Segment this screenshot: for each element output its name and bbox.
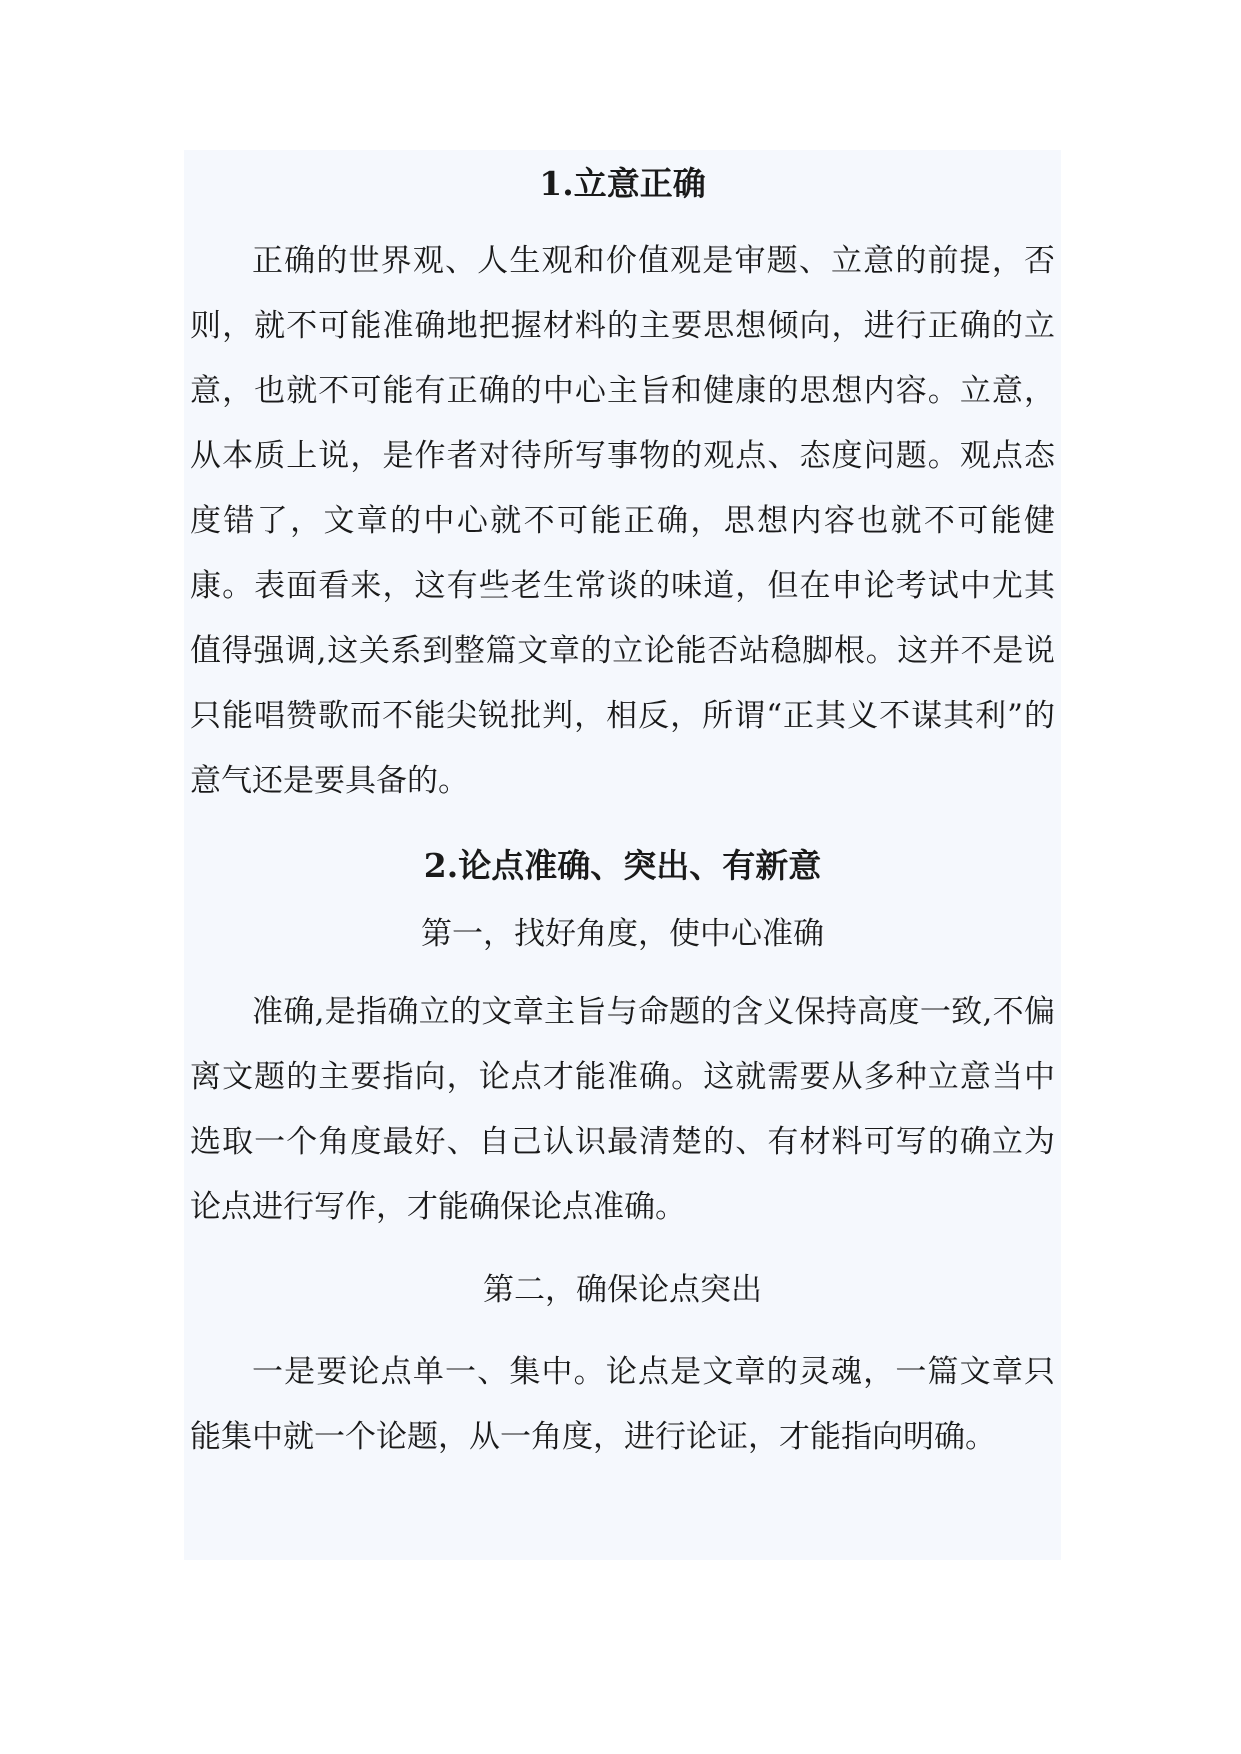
section-2-heading: 2.论点准确、突出、有新意 — [423, 846, 822, 885]
section-1-heading: 1.立意正确 — [539, 164, 706, 203]
section-2-subheading-1: 第一，找好角度，使中心准确 — [421, 916, 824, 952]
section-2-paragraph-1: 准确,是指确立的文章主旨与命题的含义保持高度一致,不偏离文题的主要指向，论点才能准确。这就需要从多种立意当中选取一个角度最好、自己认识最清楚的、有材料可写的确立为论点进行写作，才能确保论点准确。 — [190, 994, 1055, 1225]
section-2-paragraph-2: 一是要论点单一、集中。论点是文章的灵魂，一篇文章只能集中就一个论题，从一角度，进行论证，才能指向明确。 — [190, 1354, 1055, 1455]
document-panel — [184, 150, 1061, 1560]
section-1-paragraph: 正确的世界观、人生观和价值观是审题、立意的前提，否则，就不可能准确地把握材料的主要思想倾向，进行正确的立意，也就不可能有正确的中心主旨和健康的思想内容。立意，从本质上说，是作者对待所写事物的观点、态度问题。观点态度错了，文章的中心就不可能正确，思想内容也就不可能健康。表面看来，这有些老生常谈的味道，但在申论考试中尤其值得强调,这关系到整篇文章的立论能否站稳脚根。这并不是说只能唱赞歌而不能尖锐批判，相反，所谓“正其义不谋其利”的意气还是要具备的。 — [190, 243, 1055, 799]
section-2-subheading-2: 第二，确保论点突出 — [483, 1272, 762, 1308]
